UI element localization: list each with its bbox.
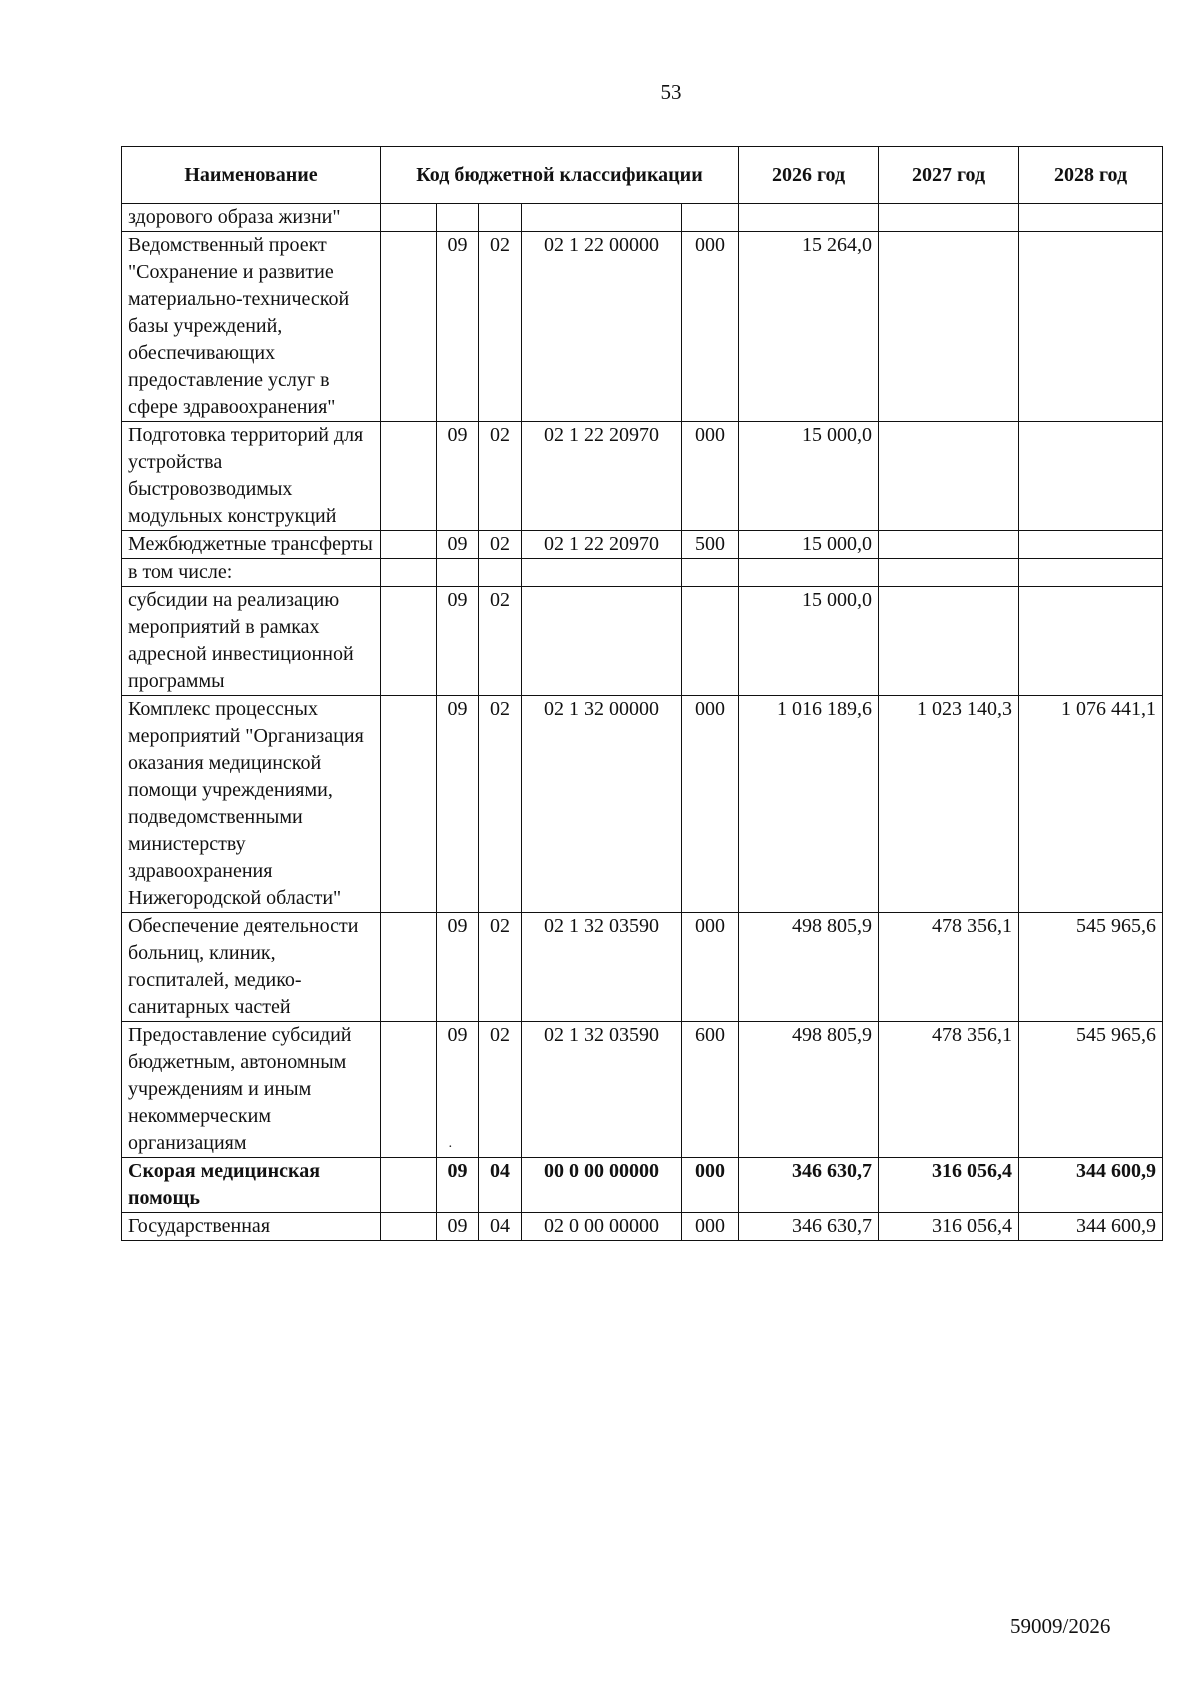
row-2028 bbox=[1019, 422, 1163, 531]
row-subsection bbox=[479, 559, 522, 587]
row-empty-code bbox=[381, 531, 437, 559]
row-expense-type: 600 bbox=[682, 1022, 739, 1158]
row-name: Предоставление субсидий бюджетным, автономным учреждениям и иным некоммерческим организациям bbox=[122, 1022, 381, 1158]
row-empty-code bbox=[381, 204, 437, 232]
row-target-article bbox=[522, 204, 682, 232]
row-2026: 15 264,0 bbox=[739, 232, 879, 422]
header-name: Наименование bbox=[122, 147, 381, 204]
row-subsection: 02 bbox=[479, 696, 522, 913]
row-2027 bbox=[879, 559, 1019, 587]
row-empty-code bbox=[381, 1158, 437, 1213]
row-target-article: 02 1 22 20970 bbox=[522, 422, 682, 531]
row-name: Ведомственный проект "Сохранение и развитие материально-технической базы учреждений, обеспечивающих предоставление услуг в сфере здравоохранения" bbox=[122, 232, 381, 422]
row-2028 bbox=[1019, 232, 1163, 422]
table-row bbox=[122, 422, 1163, 531]
row-section: 09 bbox=[437, 422, 479, 531]
row-2027: 478 356,1 bbox=[879, 1022, 1019, 1158]
header-2026: 2026 год bbox=[739, 147, 879, 204]
row-expense-type bbox=[682, 559, 739, 587]
row-expense-type bbox=[682, 204, 739, 232]
budget-table bbox=[121, 146, 1163, 1241]
document-code: 59009/2026 bbox=[1010, 1614, 1111, 1638]
row-target-article: 02 1 22 00000 bbox=[522, 232, 682, 422]
row-empty-code bbox=[381, 1213, 437, 1241]
row-2028: 545 965,6 bbox=[1019, 913, 1163, 1022]
row-2027: 316 056,4 bbox=[879, 1158, 1019, 1213]
row-expense-type: 000 bbox=[682, 1213, 739, 1241]
table-row bbox=[122, 587, 1163, 696]
row-section: 09 bbox=[437, 587, 479, 696]
row-expense-type: 000 bbox=[682, 1158, 739, 1213]
row-2026: 498 805,9 bbox=[739, 1022, 879, 1158]
row-section: 09 bbox=[437, 1158, 479, 1213]
row-target-article: 02 1 32 00000 bbox=[522, 696, 682, 913]
row-2026: 15 000,0 bbox=[739, 587, 879, 696]
row-section bbox=[437, 559, 479, 587]
row-empty-code bbox=[381, 587, 437, 696]
table-row bbox=[122, 204, 1163, 232]
row-section: 09 bbox=[437, 696, 479, 913]
row-2028 bbox=[1019, 204, 1163, 232]
table-row bbox=[122, 1022, 1163, 1158]
row-2026: 15 000,0 bbox=[739, 422, 879, 531]
row-2027: 316 056,4 bbox=[879, 1213, 1019, 1241]
table-row bbox=[122, 1213, 1163, 1241]
row-subsection: 02 bbox=[479, 531, 522, 559]
stray-mark: · bbox=[448, 1140, 453, 1155]
row-expense-type bbox=[682, 587, 739, 696]
header-2027: 2027 год bbox=[879, 147, 1019, 204]
row-2028 bbox=[1019, 531, 1163, 559]
row-2027 bbox=[879, 232, 1019, 422]
row-target-article: 02 1 32 03590 bbox=[522, 1022, 682, 1158]
table-row bbox=[122, 913, 1163, 1022]
row-2028: 545 965,6 bbox=[1019, 1022, 1163, 1158]
table-row bbox=[122, 696, 1163, 913]
page-number: 53 bbox=[660, 80, 682, 104]
table-row bbox=[122, 232, 1163, 422]
row-expense-type: 500 bbox=[682, 531, 739, 559]
row-name: Скорая медицинская помощь bbox=[122, 1158, 381, 1213]
row-2028: 344 600,9 bbox=[1019, 1158, 1163, 1213]
row-empty-code bbox=[381, 1022, 437, 1158]
row-2027 bbox=[879, 422, 1019, 531]
row-2027: 478 356,1 bbox=[879, 913, 1019, 1022]
row-expense-type: 000 bbox=[682, 422, 739, 531]
row-empty-code bbox=[381, 559, 437, 587]
header-code: Код бюджетной классификации bbox=[381, 147, 739, 204]
row-2027 bbox=[879, 587, 1019, 696]
row-2026: 15 000,0 bbox=[739, 531, 879, 559]
row-section: 09 bbox=[437, 232, 479, 422]
row-target-article bbox=[522, 559, 682, 587]
row-2026 bbox=[739, 559, 879, 587]
row-2028 bbox=[1019, 587, 1163, 696]
row-section: 09 bbox=[437, 1213, 479, 1241]
row-section: 09 bbox=[437, 1022, 479, 1158]
row-2026: 498 805,9 bbox=[739, 913, 879, 1022]
row-subsection: 02 bbox=[479, 913, 522, 1022]
row-2026 bbox=[739, 204, 879, 232]
row-subsection: 02 bbox=[479, 1022, 522, 1158]
header-row bbox=[122, 147, 1163, 204]
row-section: 09 bbox=[437, 913, 479, 1022]
row-name: Межбюджетные трансферты bbox=[122, 531, 381, 559]
row-expense-type: 000 bbox=[682, 913, 739, 1022]
row-empty-code bbox=[381, 696, 437, 913]
row-name: субсидии на реализацию мероприятий в рамках адресной инвестиционной программы bbox=[122, 587, 381, 696]
table-row bbox=[122, 559, 1163, 587]
row-empty-code bbox=[381, 422, 437, 531]
row-2028: 344 600,9 bbox=[1019, 1213, 1163, 1241]
row-2027 bbox=[879, 204, 1019, 232]
row-name: Комплекс процессных мероприятий "Организация оказания медицинской помощи учреждениями, подведомственными министерству здравоохранения Нижегородской области" bbox=[122, 696, 381, 913]
row-target-article: 02 1 22 20970 bbox=[522, 531, 682, 559]
row-expense-type: 000 bbox=[682, 232, 739, 422]
row-subsection: 02 bbox=[479, 422, 522, 531]
row-name: в том числе: bbox=[122, 559, 381, 587]
row-2026: 346 630,7 bbox=[739, 1158, 879, 1213]
row-2027 bbox=[879, 531, 1019, 559]
row-subsection: 02 bbox=[479, 587, 522, 696]
row-name: Государственная bbox=[122, 1213, 381, 1241]
row-expense-type: 000 bbox=[682, 696, 739, 913]
row-2028: 1 076 441,1 bbox=[1019, 696, 1163, 913]
row-subsection: 04 bbox=[479, 1158, 522, 1213]
row-empty-code bbox=[381, 232, 437, 422]
row-2026: 346 630,7 bbox=[739, 1213, 879, 1241]
row-subsection: 02 bbox=[479, 232, 522, 422]
row-target-article bbox=[522, 587, 682, 696]
row-name: Обеспечение деятельности больниц, клиник, госпиталей, медико-санитарных частей bbox=[122, 913, 381, 1022]
row-2026: 1 016 189,6 bbox=[739, 696, 879, 913]
row-target-article: 02 1 32 03590 bbox=[522, 913, 682, 1022]
row-subsection: 04 bbox=[479, 1213, 522, 1241]
row-subsection bbox=[479, 204, 522, 232]
table-row bbox=[122, 1158, 1163, 1213]
table-row bbox=[122, 531, 1163, 559]
row-2028 bbox=[1019, 559, 1163, 587]
row-section: 09 bbox=[437, 531, 479, 559]
row-empty-code bbox=[381, 913, 437, 1022]
row-target-article: 00 0 00 00000 bbox=[522, 1158, 682, 1213]
row-name: Подготовка территорий для устройства быстровозводимых модульных конструкций bbox=[122, 422, 381, 531]
row-name: здорового образа жизни" bbox=[122, 204, 381, 232]
row-section bbox=[437, 204, 479, 232]
row-target-article: 02 0 00 00000 bbox=[522, 1213, 682, 1241]
header-2028: 2028 год bbox=[1019, 147, 1163, 204]
row-2027: 1 023 140,3 bbox=[879, 696, 1019, 913]
